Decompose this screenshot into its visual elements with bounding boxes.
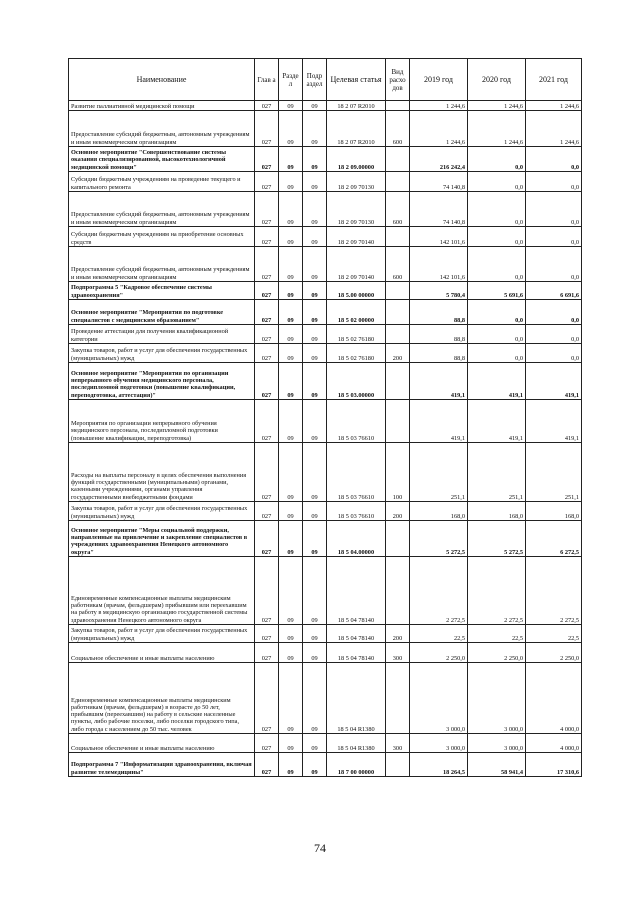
row-amount-2019: 5 780,4 [410, 282, 468, 300]
row-amount-2019: 2 272,5 [410, 557, 468, 625]
row-name: Подпрограмма 5 "Кадровое обеспечение системы здравоохранения" [69, 282, 255, 300]
row-podrazdel: 09 [303, 557, 327, 625]
row-target-article: 18 5 04 78140 [327, 625, 386, 643]
row-target-article: 18 5 02 76180 [327, 325, 386, 344]
row-razdel: 09 [279, 101, 303, 111]
row-podrazdel: 09 [303, 663, 327, 734]
row-amount-2019: 2 250,0 [410, 643, 468, 663]
row-amount-2019: 168,0 [410, 502, 468, 521]
row-amount-2020: 22,5 [468, 625, 526, 643]
row-podrazdel: 09 [303, 192, 327, 227]
row-amount-2021: 1 244,6 [526, 101, 582, 111]
row-name: Предоставление субсидий бюджетным, автономным учреждениям и иным некоммерческим организациям [69, 192, 255, 227]
row-amount-2019: 88,8 [410, 325, 468, 344]
row-target-article: 18 5 02 00000 [327, 300, 386, 325]
header-podrazdel: Подр аздел [303, 59, 327, 101]
table-row [69, 557, 582, 625]
row-razdel: 09 [279, 111, 303, 147]
row-name: Закупка товаров, работ и услуг для обеспечения государственных (муниципальных) нужд [69, 625, 255, 643]
row-amount-2019: 88,8 [410, 300, 468, 325]
row-name: Расходы на выплаты персоналу в целях обеспечения выполнения функций государственными (муниципальными) органами, казенными учреждениями, органами управления государственными внебюджетными фондами [69, 443, 255, 502]
row-amount-2021: 17 310,6 [526, 753, 582, 777]
table-row [69, 172, 582, 192]
row-amount-2020: 419,1 [468, 400, 526, 443]
row-target-article: 18 5 04 R1380 [327, 663, 386, 734]
row-razdel: 09 [279, 247, 303, 282]
row-razdel: 09 [279, 643, 303, 663]
table-row [69, 300, 582, 325]
row-podrazdel: 09 [303, 282, 327, 300]
table-header-row [69, 59, 582, 101]
row-amount-2021: 4 000,0 [526, 663, 582, 734]
row-amount-2020: 2 272,5 [468, 557, 526, 625]
row-expense-type [386, 363, 410, 400]
row-razdel: 09 [279, 363, 303, 400]
row-target-article: 18 5 03.00000 [327, 363, 386, 400]
row-amount-2019: 216 242,4 [410, 147, 468, 172]
row-podrazdel: 09 [303, 734, 327, 753]
row-target-article: 18 2 09 70130 [327, 192, 386, 227]
row-glava: 027 [255, 325, 279, 344]
row-glava: 027 [255, 400, 279, 443]
row-target-article: 18 5 02 76180 [327, 344, 386, 363]
row-amount-2020: 168,0 [468, 502, 526, 521]
row-amount-2021: 0,0 [526, 192, 582, 227]
row-expense-type [386, 172, 410, 192]
row-glava: 027 [255, 101, 279, 111]
header-razdel: Разде л [279, 59, 303, 101]
row-expense-type: 200 [386, 625, 410, 643]
row-target-article: 18 5 04.00000 [327, 521, 386, 557]
row-glava: 027 [255, 443, 279, 502]
row-amount-2019: 18 264,5 [410, 753, 468, 777]
row-amount-2021: 6 691,6 [526, 282, 582, 300]
row-glava: 027 [255, 521, 279, 557]
row-amount-2019: 142 101,6 [410, 227, 468, 247]
row-name: Основное мероприятие "Мероприятия по подготовке специалистов с медицинским образованием" [69, 300, 255, 325]
header-2019: 2019 год [410, 59, 468, 101]
row-amount-2020: 3 000,0 [468, 663, 526, 734]
row-expense-type: 600 [386, 111, 410, 147]
row-podrazdel: 09 [303, 400, 327, 443]
row-amount-2021: 2 272,5 [526, 557, 582, 625]
header-2020: 2020 год [468, 59, 526, 101]
row-amount-2020: 0,0 [468, 325, 526, 344]
row-expense-type [386, 325, 410, 344]
table-row [69, 502, 582, 521]
row-amount-2020: 0,0 [468, 147, 526, 172]
table-row [69, 663, 582, 734]
row-podrazdel: 09 [303, 363, 327, 400]
row-glava: 027 [255, 734, 279, 753]
row-razdel: 09 [279, 172, 303, 192]
row-podrazdel: 09 [303, 625, 327, 643]
row-amount-2020: 1 244,6 [468, 101, 526, 111]
row-name: Социальное обеспечение и иные выплаты населению [69, 734, 255, 753]
row-amount-2019: 1 244,6 [410, 101, 468, 111]
row-razdel: 09 [279, 227, 303, 247]
header-glava: Глав а [255, 59, 279, 101]
row-amount-2021: 2 250,0 [526, 643, 582, 663]
row-amount-2020: 0,0 [468, 227, 526, 247]
row-amount-2021: 6 272,5 [526, 521, 582, 557]
row-amount-2019: 74 140,8 [410, 192, 468, 227]
row-expense-type: 200 [386, 502, 410, 521]
row-amount-2019: 419,1 [410, 363, 468, 400]
row-amount-2019: 22,5 [410, 625, 468, 643]
header-name: Наименование [69, 59, 255, 101]
row-name: Закупка товаров, работ и услуг для обеспечения государственных (муниципальных) нужд [69, 344, 255, 363]
row-amount-2021: 419,1 [526, 363, 582, 400]
row-glava: 027 [255, 502, 279, 521]
table-row [69, 753, 582, 777]
row-target-article: 18 2 09 70130 [327, 172, 386, 192]
row-amount-2021: 4 000,0 [526, 734, 582, 753]
header-target-article: Целевая статья [327, 59, 386, 101]
row-podrazdel: 09 [303, 247, 327, 282]
row-razdel: 09 [279, 300, 303, 325]
row-target-article: 18 5 03 76610 [327, 443, 386, 502]
table-row [69, 521, 582, 557]
row-amount-2021: 1 244,6 [526, 111, 582, 147]
row-razdel: 09 [279, 502, 303, 521]
header-expense-type: Вид расхо дов [386, 59, 410, 101]
row-razdel: 09 [279, 400, 303, 443]
row-razdel: 09 [279, 344, 303, 363]
row-expense-type [386, 753, 410, 777]
row-name: Предоставление субсидий бюджетным, автономным учреждениям и иным некоммерческим организациям [69, 247, 255, 282]
row-target-article: 18 5.00 00000 [327, 282, 386, 300]
table-row [69, 247, 582, 282]
table-body [69, 101, 582, 777]
row-amount-2020: 0,0 [468, 172, 526, 192]
row-amount-2020: 251,1 [468, 443, 526, 502]
row-name: Предоставление субсидий бюджетным, автономным учреждениям и иным некоммерческим организациям [69, 111, 255, 147]
row-name: Развитие паллиативной медицинской помощи [69, 101, 255, 111]
row-amount-2019: 88,8 [410, 344, 468, 363]
table-row [69, 227, 582, 247]
row-razdel: 09 [279, 625, 303, 643]
row-name: Социальное обеспечение и иные выплаты населению [69, 643, 255, 663]
row-razdel: 09 [279, 147, 303, 172]
row-razdel: 09 [279, 734, 303, 753]
row-glava: 027 [255, 147, 279, 172]
row-amount-2021: 0,0 [526, 147, 582, 172]
row-expense-type [386, 282, 410, 300]
row-glava: 027 [255, 111, 279, 147]
row-amount-2019: 419,1 [410, 400, 468, 443]
table-row [69, 643, 582, 663]
row-amount-2021: 0,0 [526, 325, 582, 344]
row-glava: 027 [255, 663, 279, 734]
row-glava: 027 [255, 344, 279, 363]
row-name: Подпрограмма 7 "Информатизация здравоохранения, включая развитие телемедицины" [69, 753, 255, 777]
row-podrazdel: 09 [303, 325, 327, 344]
row-expense-type [386, 227, 410, 247]
row-amount-2020: 58 941,4 [468, 753, 526, 777]
row-amount-2019: 251,1 [410, 443, 468, 502]
row-amount-2021: 419,1 [526, 400, 582, 443]
row-name: Субсидии бюджетным учреждениям на проведение текущего и капитального ремонта [69, 172, 255, 192]
row-amount-2020: 419,1 [468, 363, 526, 400]
row-podrazdel: 09 [303, 643, 327, 663]
row-expense-type: 600 [386, 247, 410, 282]
row-glava: 027 [255, 363, 279, 400]
row-podrazdel: 09 [303, 147, 327, 172]
row-target-article: 18 5 03 76610 [327, 400, 386, 443]
row-podrazdel: 09 [303, 344, 327, 363]
row-target-article: 18 2 09 70140 [327, 227, 386, 247]
row-target-article: 18 2 09.00000 [327, 147, 386, 172]
row-name: Субсидии бюджетным учреждениям на приобретение основных средств [69, 227, 255, 247]
row-amount-2021: 0,0 [526, 300, 582, 325]
row-amount-2019: 74 140,8 [410, 172, 468, 192]
row-amount-2021: 0,0 [526, 227, 582, 247]
row-name: Мероприятия по организации непрерывного обучения медицинского персонала, последипломной подготовки (повышение квалификации, переподготовка) [69, 400, 255, 443]
row-expense-type [386, 147, 410, 172]
row-amount-2021: 0,0 [526, 344, 582, 363]
row-expense-type [386, 663, 410, 734]
row-amount-2019: 3 000,0 [410, 734, 468, 753]
row-amount-2020: 5 272,5 [468, 521, 526, 557]
row-podrazdel: 09 [303, 502, 327, 521]
row-target-article: 18 5 04 78140 [327, 557, 386, 625]
page-number: 74 [314, 841, 326, 855]
row-expense-type [386, 521, 410, 557]
row-podrazdel: 09 [303, 111, 327, 147]
row-podrazdel: 09 [303, 227, 327, 247]
row-name: Проведение аттестации для получения квалификационной категории [69, 325, 255, 344]
row-name: Основное мероприятие "Совершенствование системы оказания специализированной, высокотехнологичной медицинской помощи" [69, 147, 255, 172]
row-razdel: 09 [279, 282, 303, 300]
row-target-article: 18 2 07 R2010 [327, 101, 386, 111]
row-name: Основное мероприятие "Меры социальной поддержки, направленные на привлечение и закрепление специалистов в учреждениях здравоохранения Ненецкого автономного округа" [69, 521, 255, 557]
row-target-article: 18 7 00 00000 [327, 753, 386, 777]
header-2021: 2021 год [526, 59, 582, 101]
table-row [69, 111, 582, 147]
row-expense-type [386, 300, 410, 325]
row-amount-2020: 0,0 [468, 247, 526, 282]
row-amount-2020: 0,0 [468, 344, 526, 363]
row-target-article: 18 2 09 70140 [327, 247, 386, 282]
row-razdel: 09 [279, 557, 303, 625]
row-expense-type: 300 [386, 643, 410, 663]
row-glava: 027 [255, 192, 279, 227]
row-razdel: 09 [279, 521, 303, 557]
row-expense-type: 200 [386, 344, 410, 363]
row-amount-2021: 168,0 [526, 502, 582, 521]
table-row [69, 344, 582, 363]
table-row [69, 101, 582, 111]
table-row [69, 325, 582, 344]
row-glava: 027 [255, 753, 279, 777]
row-razdel: 09 [279, 325, 303, 344]
row-razdel: 09 [279, 663, 303, 734]
row-amount-2020: 3 000,0 [468, 734, 526, 753]
table-row [69, 147, 582, 172]
row-podrazdel: 09 [303, 443, 327, 502]
row-amount-2020: 0,0 [468, 300, 526, 325]
row-glava: 027 [255, 300, 279, 325]
row-glava: 027 [255, 172, 279, 192]
row-amount-2019: 1 244,6 [410, 111, 468, 147]
row-glava: 027 [255, 247, 279, 282]
row-glava: 027 [255, 557, 279, 625]
row-name: Единовременные компенсационные выплаты медицинским работникам (врачам, фельдшерам) в возрасте до 50 лет, прибывшим (переехавшим) на работу в сельские населенные пункты, либо рабочие поселки, либо поселки городского типа, либо города с населением до 50 тыс. человек [69, 663, 255, 734]
row-amount-2021: 251,1 [526, 443, 582, 502]
row-expense-type: 600 [386, 192, 410, 227]
row-expense-type: 100 [386, 443, 410, 502]
row-expense-type [386, 557, 410, 625]
row-glava: 027 [255, 227, 279, 247]
row-amount-2019: 5 272,5 [410, 521, 468, 557]
row-podrazdel: 09 [303, 753, 327, 777]
row-razdel: 09 [279, 192, 303, 227]
row-amount-2020: 1 244,6 [468, 111, 526, 147]
row-amount-2020: 0,0 [468, 192, 526, 227]
row-amount-2020: 5 691,6 [468, 282, 526, 300]
row-amount-2020: 2 250,0 [468, 643, 526, 663]
row-amount-2019: 142 101,6 [410, 247, 468, 282]
table-row [69, 625, 582, 643]
budget-table [68, 58, 582, 777]
row-razdel: 09 [279, 753, 303, 777]
row-expense-type [386, 101, 410, 111]
row-glava: 027 [255, 625, 279, 643]
row-podrazdel: 09 [303, 521, 327, 557]
row-glava: 027 [255, 282, 279, 300]
row-amount-2019: 3 000,0 [410, 663, 468, 734]
row-expense-type [386, 400, 410, 443]
row-expense-type: 300 [386, 734, 410, 753]
row-target-article: 18 5 03 76610 [327, 502, 386, 521]
row-target-article: 18 5 04 R1380 [327, 734, 386, 753]
row-podrazdel: 09 [303, 172, 327, 192]
row-glava: 027 [255, 643, 279, 663]
row-amount-2021: 22,5 [526, 625, 582, 643]
table-row [69, 734, 582, 753]
table-row [69, 443, 582, 502]
row-target-article: 18 2 07 R2010 [327, 111, 386, 147]
row-amount-2021: 0,0 [526, 247, 582, 282]
row-amount-2021: 0,0 [526, 172, 582, 192]
row-name: Закупка товаров, работ и услуг для обеспечения государственных (муниципальных) нужд [69, 502, 255, 521]
row-name: Единовременные компенсационные выплаты медицинским работникам (врачам, фельдшерам) прибывшим или переехавшим на работу в медицинскую организацию государственной системы здравоохранения Ненецкого автономного округа [69, 557, 255, 625]
table-row [69, 192, 582, 227]
row-name: Основное мероприятие "Мероприятия по организации непрерывного обучения медицинского персонала, последипломной подготовки (повышение квалификации, переподготовка, аттестация)" [69, 363, 255, 400]
row-razdel: 09 [279, 443, 303, 502]
row-target-article: 18 5 04 78140 [327, 643, 386, 663]
table-row [69, 282, 582, 300]
table-row [69, 400, 582, 443]
row-podrazdel: 09 [303, 101, 327, 111]
row-podrazdel: 09 [303, 300, 327, 325]
table-row [69, 363, 582, 400]
